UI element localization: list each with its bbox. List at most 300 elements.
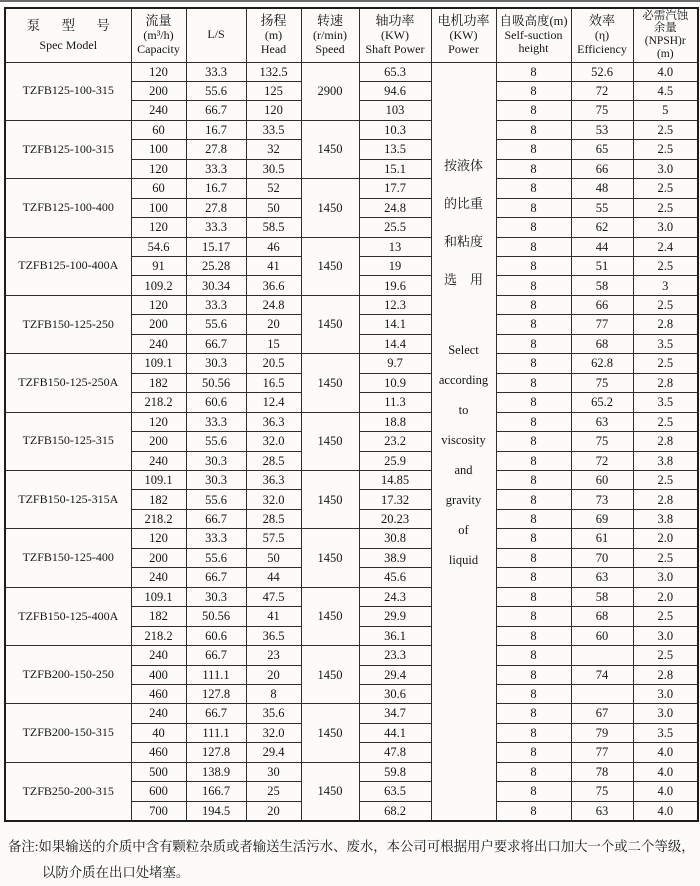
- header-head-en: Head: [260, 41, 287, 56]
- cell-shaft-power: 29.9: [359, 607, 431, 626]
- cell-capacity: 109.1: [131, 587, 186, 606]
- cell-model: TZFB150-125-315: [5, 412, 131, 470]
- cell-head: 120: [246, 101, 301, 120]
- cell-ls: 16.7: [186, 179, 246, 198]
- power-note-line-en: viscosity: [441, 432, 486, 447]
- cell-model: TZFB150-125-400: [5, 529, 131, 587]
- cell-shaft-power: 68.2: [359, 801, 431, 821]
- cell-efficiency: 63: [571, 412, 633, 431]
- cell-efficiency: 75: [571, 782, 633, 801]
- cell-head: 25: [246, 782, 301, 801]
- cell-npsh: 2.5: [633, 548, 698, 567]
- cell-capacity: 200: [131, 548, 186, 567]
- cell-shaft-power: 11.3: [359, 393, 431, 412]
- header-npsh-sym: (NPSH)r: [644, 35, 686, 48]
- cell-shaft-power: 65.3: [359, 62, 431, 81]
- cell-head: 32: [246, 140, 301, 159]
- cell-ls: 33.3: [186, 529, 246, 548]
- cell-npsh: 2.5: [633, 646, 698, 665]
- cell-capacity: 218.2: [131, 509, 186, 528]
- cell-model: TZFB150-125-250: [5, 295, 131, 353]
- header-model-en: Spec Model: [39, 37, 98, 52]
- col-header-efficiency: [571, 8, 633, 62]
- table-row: [5, 529, 698, 548]
- header-speed-zh: 转速: [316, 12, 343, 28]
- cell-shaft-power: 14.1: [359, 315, 431, 334]
- cell-shaft-power: 103: [359, 101, 431, 120]
- cell-suction-height: 8: [496, 723, 571, 742]
- cell-ls: 27.8: [186, 198, 246, 217]
- cell-head: 20: [246, 801, 301, 821]
- cell-ls: 30.3: [186, 354, 246, 373]
- cell-shaft-power: 13: [359, 237, 431, 256]
- cell-head: 30.5: [246, 159, 301, 178]
- cell-suction-height: 8: [496, 315, 571, 334]
- cell-ls: 55.6: [186, 81, 246, 100]
- power-note-line-en: Select: [448, 342, 479, 357]
- header-shaft-unit: (KW): [381, 27, 409, 42]
- cell-npsh: 4.0: [633, 743, 698, 762]
- cell-npsh: 2.5: [633, 179, 698, 198]
- cell-shaft-power: 15.1: [359, 159, 431, 178]
- cell-shaft-power: 12.3: [359, 295, 431, 314]
- cell-speed: 1450: [301, 529, 359, 587]
- cell-capacity: 700: [131, 801, 186, 821]
- cell-npsh: 2.4: [633, 237, 698, 256]
- cell-npsh: 2.8: [633, 373, 698, 392]
- cell-ls: 27.8: [186, 140, 246, 159]
- cell-head: 132.5: [246, 62, 301, 81]
- cell-efficiency: 75: [571, 373, 633, 392]
- cell-shaft-power: 23.3: [359, 646, 431, 665]
- cell-suction-height: 8: [496, 607, 571, 626]
- col-header-npsh: [633, 8, 698, 62]
- cell-suction-height: 8: [496, 257, 571, 276]
- cell-head: 46: [246, 237, 301, 256]
- cell-shaft-power: 19: [359, 257, 431, 276]
- cell-shaft-power: 17.7: [359, 179, 431, 198]
- cell-suction-height: 8: [496, 782, 571, 801]
- cell-head: 20: [246, 315, 301, 334]
- cell-capacity: 218.2: [131, 626, 186, 645]
- cell-ls: 127.8: [186, 743, 246, 762]
- cell-capacity: 60: [131, 179, 186, 198]
- header-model-zh: 泵 型 号: [26, 18, 119, 34]
- table-row: [5, 646, 698, 665]
- footnote-line-2: 以防介质在出口处堵塞。: [42, 865, 190, 880]
- header-eff-sym: (η): [594, 27, 610, 42]
- cell-efficiency: 68: [571, 334, 633, 353]
- cell-speed: 1450: [301, 295, 359, 353]
- cell-capacity: 109.1: [131, 471, 186, 490]
- cell-head: 29.4: [246, 743, 301, 762]
- cell-speed: 1450: [301, 120, 359, 178]
- header-head-zh: 扬程: [260, 12, 287, 28]
- cell-model: TZFB200-150-315: [5, 704, 131, 762]
- header-capacity-unit: (m³/h): [143, 27, 174, 42]
- cell-capacity: 182: [131, 607, 186, 626]
- cell-shaft-power: 34.7: [359, 704, 431, 723]
- cell-ls: 55.6: [186, 432, 246, 451]
- cell-head: 15: [246, 334, 301, 353]
- cell-capacity: 120: [131, 218, 186, 237]
- cell-shaft-power: 13.5: [359, 140, 431, 159]
- cell-head: 35.6: [246, 704, 301, 723]
- cell-capacity: 600: [131, 782, 186, 801]
- cell-npsh: 3: [633, 276, 698, 295]
- cell-npsh: 2.5: [633, 120, 698, 139]
- cell-model: TZFB150-125-315A: [5, 471, 131, 529]
- header-speed-en: Speed: [315, 41, 345, 56]
- cell-capacity: 200: [131, 81, 186, 100]
- col-header-head: [246, 8, 301, 62]
- header-eff-en: Efficiency: [577, 41, 627, 56]
- cell-ls: 55.6: [186, 315, 246, 334]
- cell-shaft-power: 59.8: [359, 762, 431, 781]
- cell-head: 36.6: [246, 276, 301, 295]
- cell-ls: 66.7: [186, 509, 246, 528]
- cell-suction-height: 8: [496, 373, 571, 392]
- cell-shaft-power: 25.9: [359, 451, 431, 470]
- cell-shaft-power: 38.9: [359, 548, 431, 567]
- cell-efficiency: 75: [571, 101, 633, 120]
- cell-ls: 111.1: [186, 665, 246, 684]
- cell-capacity: 182: [131, 490, 186, 509]
- cell-ls: 66.7: [186, 334, 246, 353]
- cell-head: 41: [246, 257, 301, 276]
- cell-head: 23: [246, 646, 301, 665]
- cell-capacity: 100: [131, 198, 186, 217]
- cell-ls: 30.3: [186, 471, 246, 490]
- cell-head: 58.5: [246, 218, 301, 237]
- power-note-line-en: of: [458, 522, 469, 537]
- cell-efficiency: 67: [571, 704, 633, 723]
- cell-shaft-power: 10.3: [359, 120, 431, 139]
- power-note-gap: [432, 311, 496, 343]
- cell-shaft-power: 30.8: [359, 529, 431, 548]
- cell-suction-height: 8: [496, 762, 571, 781]
- cell-ls: 66.7: [186, 646, 246, 665]
- col-header-motor-power: [431, 8, 496, 62]
- cell-speed: 1450: [301, 237, 359, 295]
- cell-efficiency: 73: [571, 490, 633, 509]
- cell-head: 28.5: [246, 451, 301, 470]
- header-suction-en2: height: [518, 41, 549, 56]
- cell-efficiency: 48: [571, 179, 633, 198]
- cell-efficiency: 75: [571, 432, 633, 451]
- cell-suction-height: 8: [496, 587, 571, 606]
- cell-npsh: 3.8: [633, 509, 698, 528]
- cell-shaft-power: 29.4: [359, 665, 431, 684]
- cell-suction-height: 8: [496, 295, 571, 314]
- cell-suction-height: 8: [496, 393, 571, 412]
- table-row: [5, 179, 698, 198]
- cell-capacity: 400: [131, 665, 186, 684]
- header-npsh-zh: 必需汽蚀余量: [642, 9, 689, 35]
- cell-capacity: 120: [131, 62, 186, 81]
- cell-efficiency: 55: [571, 198, 633, 217]
- cell-suction-height: 8: [496, 490, 571, 509]
- cell-ls: 33.3: [186, 159, 246, 178]
- power-note-line-en: liquid: [448, 552, 479, 567]
- cell-capacity: 91: [131, 257, 186, 276]
- cell-ls: 33.3: [186, 295, 246, 314]
- table-body: [5, 62, 698, 821]
- cell-npsh: 4.0: [633, 762, 698, 781]
- table-row: [5, 471, 698, 490]
- cell-capacity: 460: [131, 743, 186, 762]
- cell-shaft-power: 17.32: [359, 490, 431, 509]
- cell-efficiency: 66: [571, 159, 633, 178]
- cell-efficiency: 68: [571, 607, 633, 626]
- cell-ls: 66.7: [186, 568, 246, 587]
- cell-ls: 16.7: [186, 120, 246, 139]
- cell-suction-height: 8: [496, 509, 571, 528]
- cell-capacity: 218.2: [131, 393, 186, 412]
- cell-npsh: 2.0: [633, 587, 698, 606]
- cell-npsh: 2.5: [633, 607, 698, 626]
- cell-npsh: 2.5: [633, 257, 698, 276]
- cell-ls: 33.3: [186, 62, 246, 81]
- cell-head: 50: [246, 548, 301, 567]
- cell-shaft-power: 63.5: [359, 782, 431, 801]
- footnote-line-1: 备注:如果输送的介质中含有颗粒杂质或者输送生活污水、废水，本公司可根据用户要求将出口加大一个或二个等级，: [8, 839, 695, 854]
- header-power-zh: 电机功率: [437, 12, 490, 28]
- cell-efficiency: 72: [571, 451, 633, 470]
- cell-efficiency: 72: [571, 81, 633, 100]
- cell-shaft-power: 44.1: [359, 723, 431, 742]
- cell-head: 41: [246, 607, 301, 626]
- cell-efficiency: 69: [571, 509, 633, 528]
- cell-speed: 1450: [301, 704, 359, 762]
- top-rule: [0, 0, 700, 2]
- cell-ls: 33.3: [186, 218, 246, 237]
- cell-suction-height: 8: [496, 412, 571, 431]
- cell-shaft-power: 30.6: [359, 685, 431, 704]
- cell-suction-height: 8: [496, 198, 571, 217]
- cell-suction-height: 8: [496, 685, 571, 704]
- cell-suction-height: 8: [496, 548, 571, 567]
- power-note-text: [432, 63, 496, 583]
- cell-capacity: 120: [131, 159, 186, 178]
- cell-suction-height: 8: [496, 354, 571, 373]
- cell-head: 52: [246, 179, 301, 198]
- table-row: [5, 412, 698, 431]
- cell-speed: 2900: [301, 62, 359, 120]
- cell-model: TZFB125-100-400A: [5, 237, 131, 295]
- cell-npsh: 3.5: [633, 723, 698, 742]
- table-row: [5, 295, 698, 314]
- cell-npsh: 2.8: [633, 490, 698, 509]
- cell-capacity: 500: [131, 762, 186, 781]
- cell-speed: 1450: [301, 179, 359, 237]
- cell-npsh: 3.0: [633, 626, 698, 645]
- cell-head: 125: [246, 81, 301, 100]
- cell-ls: 194.5: [186, 801, 246, 821]
- cell-suction-height: 8: [496, 101, 571, 120]
- header-capacity-en: Capacity: [137, 41, 180, 56]
- table-row: [5, 587, 698, 606]
- cell-efficiency: 61: [571, 529, 633, 548]
- cell-npsh: 2.8: [633, 315, 698, 334]
- cell-model: TZFB250-200-315: [5, 762, 131, 821]
- col-header-shaft-power: [359, 8, 431, 62]
- cell-head: 32.0: [246, 723, 301, 742]
- cell-suction-height: 8: [496, 801, 571, 821]
- header-suction-en: Self-suction: [504, 27, 563, 42]
- cell-capacity: 182: [131, 373, 186, 392]
- cell-shaft-power: 20.23: [359, 509, 431, 528]
- cell-npsh: 3.8: [633, 451, 698, 470]
- cell-npsh: 3.0: [633, 159, 698, 178]
- cell-efficiency: 60: [571, 626, 633, 645]
- cell-ls: 66.7: [186, 704, 246, 723]
- cell-npsh: 2.5: [633, 471, 698, 490]
- cell-efficiency: 63: [571, 568, 633, 587]
- cell-shaft-power: 25.5: [359, 218, 431, 237]
- cell-npsh: 2.5: [633, 354, 698, 373]
- cell-head: 28.5: [246, 509, 301, 528]
- cell-head: 50: [246, 198, 301, 217]
- cell-npsh: 3.0: [633, 218, 698, 237]
- cell-head: 36.3: [246, 412, 301, 431]
- cell-npsh: 2.0: [633, 529, 698, 548]
- cell-shaft-power: 9.7: [359, 354, 431, 373]
- header-shaft-zh: 轴功率: [375, 12, 415, 28]
- cell-ls: 30.3: [186, 587, 246, 606]
- cell-speed: 1450: [301, 646, 359, 704]
- cell-capacity: 460: [131, 685, 186, 704]
- cell-capacity: 240: [131, 568, 186, 587]
- power-selection-note: [431, 62, 496, 821]
- col-header-ls: [186, 8, 246, 62]
- cell-suction-height: 8: [496, 471, 571, 490]
- cell-efficiency: 70: [571, 548, 633, 567]
- cell-capacity: 60: [131, 120, 186, 139]
- cell-suction-height: 8: [496, 529, 571, 548]
- table-row: [5, 762, 698, 781]
- cell-capacity: 240: [131, 646, 186, 665]
- cell-suction-height: 8: [496, 568, 571, 587]
- cell-efficiency: 62: [571, 218, 633, 237]
- header-capacity-zh: 流量: [145, 12, 172, 28]
- cell-ls: 166.7: [186, 782, 246, 801]
- cell-speed: 1450: [301, 762, 359, 821]
- cell-suction-height: 8: [496, 159, 571, 178]
- cell-ls: 60.6: [186, 626, 246, 645]
- cell-npsh: 3.0: [633, 704, 698, 723]
- cell-efficiency: 58: [571, 587, 633, 606]
- cell-model: TZFB125-100-400: [5, 179, 131, 237]
- table-row: [5, 120, 698, 139]
- cell-head: 16.5: [246, 373, 301, 392]
- cell-ls: 33.3: [186, 412, 246, 431]
- cell-efficiency: 63: [571, 801, 633, 821]
- col-header-suction: [496, 8, 571, 62]
- cell-capacity: 200: [131, 432, 186, 451]
- cell-ls: 55.6: [186, 548, 246, 567]
- power-note-line-zh: 和粘度: [443, 233, 483, 249]
- cell-head: 32.0: [246, 432, 301, 451]
- cell-shaft-power: 14.4: [359, 334, 431, 353]
- table-row: [5, 354, 698, 373]
- cell-ls: 30.34: [186, 276, 246, 295]
- power-note-line-zh: 的比重: [443, 195, 483, 211]
- cell-npsh: 4.0: [633, 62, 698, 81]
- header-shaft-en: Shaft Power: [365, 41, 425, 56]
- cell-npsh: 3.5: [633, 393, 698, 412]
- cell-head: 20.5: [246, 354, 301, 373]
- cell-ls: 66.7: [186, 101, 246, 120]
- cell-npsh: 2.8: [633, 432, 698, 451]
- cell-model: TZFB125-100-315: [5, 62, 131, 120]
- cell-ls: 15.17: [186, 237, 246, 256]
- header-speed-unit: (r/min): [313, 27, 347, 42]
- cell-shaft-power: 19.6: [359, 276, 431, 295]
- cell-capacity: 100: [131, 140, 186, 159]
- cell-efficiency: 66: [571, 295, 633, 314]
- cell-npsh: 4.5: [633, 81, 698, 100]
- cell-capacity: 109.2: [131, 276, 186, 295]
- cell-head: 44: [246, 568, 301, 587]
- cell-capacity: 120: [131, 295, 186, 314]
- cell-npsh: 3.0: [633, 685, 698, 704]
- cell-model: TZFB150-125-400A: [5, 587, 131, 645]
- cell-head: 47.5: [246, 587, 301, 606]
- cell-speed: 1450: [301, 354, 359, 412]
- header-suction-zh: 自吸高度(m): [499, 14, 568, 29]
- header-power-unit: (KW): [449, 27, 478, 42]
- power-note-line-en: and: [454, 462, 473, 477]
- footnote: [8, 834, 700, 886]
- cell-ls: 50.56: [186, 373, 246, 392]
- cell-capacity: 200: [131, 315, 186, 334]
- cell-suction-height: 8: [496, 276, 571, 295]
- cell-ls: 55.6: [186, 490, 246, 509]
- cell-efficiency: 52.6: [571, 62, 633, 81]
- cell-suction-height: 8: [496, 218, 571, 237]
- cell-shaft-power: 14.85: [359, 471, 431, 490]
- cell-shaft-power: 24.3: [359, 587, 431, 606]
- power-note-line-zh: 选 用: [443, 271, 483, 287]
- cell-shaft-power: 10.9: [359, 373, 431, 392]
- cell-capacity: 109.1: [131, 354, 186, 373]
- cell-npsh: 2.5: [633, 295, 698, 314]
- cell-ls: 111.1: [186, 723, 246, 742]
- cell-suction-height: 8: [496, 646, 571, 665]
- cell-head: 12.4: [246, 393, 301, 412]
- cell-suction-height: 8: [496, 120, 571, 139]
- cell-capacity: 120: [131, 412, 186, 431]
- cell-npsh: 2.8: [633, 665, 698, 684]
- header-eff-zh: 效率: [588, 12, 615, 28]
- cell-ls: 127.8: [186, 685, 246, 704]
- col-header-capacity: [131, 8, 186, 62]
- cell-head: 30: [246, 762, 301, 781]
- cell-shaft-power: 23.2: [359, 432, 431, 451]
- cell-efficiency: 74: [571, 665, 633, 684]
- cell-suction-height: 8: [496, 704, 571, 723]
- cell-head: 32.0: [246, 490, 301, 509]
- cell-npsh: 5: [633, 101, 698, 120]
- cell-shaft-power: 24.8: [359, 198, 431, 217]
- cell-efficiency: 44: [571, 237, 633, 256]
- cell-ls: 25.28: [186, 257, 246, 276]
- cell-shaft-power: 45.6: [359, 568, 431, 587]
- table-row: [5, 237, 698, 256]
- cell-head: 24.8: [246, 295, 301, 314]
- cell-capacity: 54.6: [131, 237, 186, 256]
